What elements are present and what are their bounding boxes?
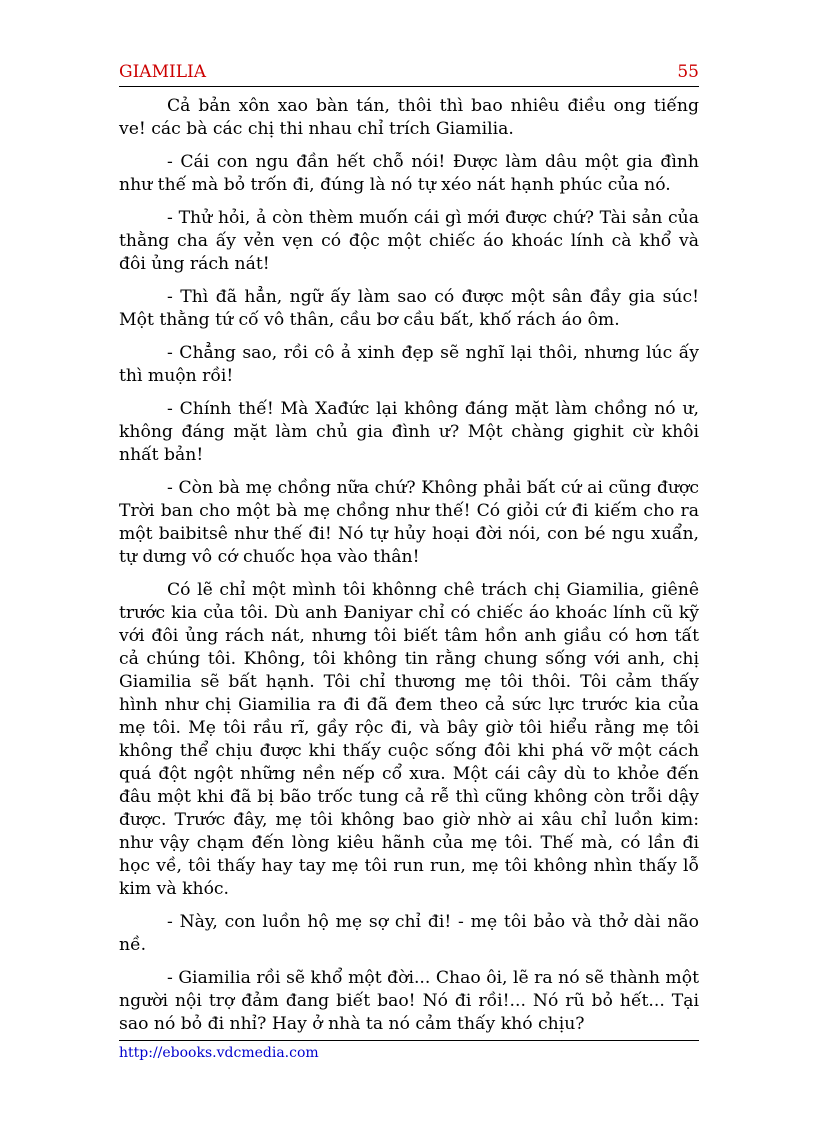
paragraph: - Chính thế! Mà Xađức lại không đáng mặt làm chồng nó ư, không đáng mặt làm chủ gia đình ư? Một chàng gighit cừ khôi nhất bản! <box>119 399 699 465</box>
page-number: 55 <box>677 62 699 82</box>
paragraph: Có lẽ chỉ một mình tôi khônng chê trách chị Giamilia, giênê trước kia của tôi. Dù anh Đaniyar chỉ có chiếc áo khoác lính cũ kỹ với đôi ủng rách nát, nhưng tôi biết tâm hồn anh giầu có hơn tất cả chúng tôi. Không, tôi không tin rằng chung sống với anh, chị Giamilia sẽ bất hạnh. Tôi chỉ thương mẹ tôi thôi. Tôi cảm thấy hình như chị Giamilia ra đi đã đem theo cả sức lực trước kia của mẹ tôi. Mẹ tôi rầu rĩ, gầy rộc đi, và bây giờ tôi hiểu rằng mẹ tôi không thể chịu được khi thấy cuộc sống đôi khi phá vỡ một cách quá đột ngột những nền nếp cổ xưa. Một cái cây dù to khỏe đến đâu một khi đã bị bão trốc tung cả rễ thì cũng không còn trỗi dậy được. Trước đây, mẹ tôi không bao giờ nhờ ai xâu chỉ luồn kim: như vậy chạm đến lòng kiêu hãnh của mẹ tôi. Thế mà, có lần đi học về, tôi thấy hay tay mẹ tôi run run, mẹ tôi không nhìn thấy lỗ kim và khóc. <box>119 580 699 899</box>
paragraph: - Còn bà mẹ chồng nữa chứ? Không phải bất cứ ai cũng được Trời ban cho một bà mẹ chồng như thế! Có giỏi cứ đi kiếm cho ra một baibitsê như thế đi! Nó tự hủy hoại đời nói, con bé ngu xuẩn, tự dưng vô cớ chuốc họa vào thân! <box>119 478 699 567</box>
paragraph: - Giamilia rồi sẽ khổ một đời... Chao ôi, lẽ ra nó sẽ thành một người nội trợ đảm đang biết bao! Nó đi rồi!... Nó rũ bỏ hết... Tại sao nó bỏ đi nhỉ? Hay ở nhà ta nó cảm thấy khó chịu? <box>119 968 699 1034</box>
paragraph: - Này, con luồn hộ mẹ sợ chỉ đi! - mẹ tôi bảo và thở dài não nề. <box>119 912 699 955</box>
page-footer <box>119 1040 699 1061</box>
paragraph: - Cái con ngu đần hết chỗ nói! Được làm dâu một gia đình như thế mà bỏ trốn đi, đúng là nó tự xéo nát hạnh phúc của nó. <box>119 152 699 195</box>
paragraph: Cả bản xôn xao bàn tán, thôi thì bao nhiêu điều ong tiếng ve! các bà các chị thi nhau chỉ trích Giamilia. <box>119 96 699 139</box>
paragraph: - Chẳng sao, rồi cô ả xinh đẹp sẽ nghĩ lại thôi, nhưng lúc ấy thì muộn rồi! <box>119 343 699 386</box>
footer-link[interactable]: http://ebooks.vdcmedia.com <box>119 1045 319 1061</box>
book-title: GIAMILIA <box>119 62 206 82</box>
page-header <box>119 60 699 87</box>
paragraph: - Thì đã hẳn, ngữ ấy làm sao có được một sân đầy gia súc! Một thằng tứ cố vô thân, cầu bơ cầu bất, khố rách áo ôm. <box>119 287 699 330</box>
paragraph: - Thử hỏi, ả còn thèm muốn cái gì mới được chứ? Tài sản của thằng cha ấy vẻn vẹn có độc một chiếc áo khoác lính cà khổ và đôi ủng rách nát! <box>119 208 699 274</box>
page-body <box>119 95 699 1046</box>
